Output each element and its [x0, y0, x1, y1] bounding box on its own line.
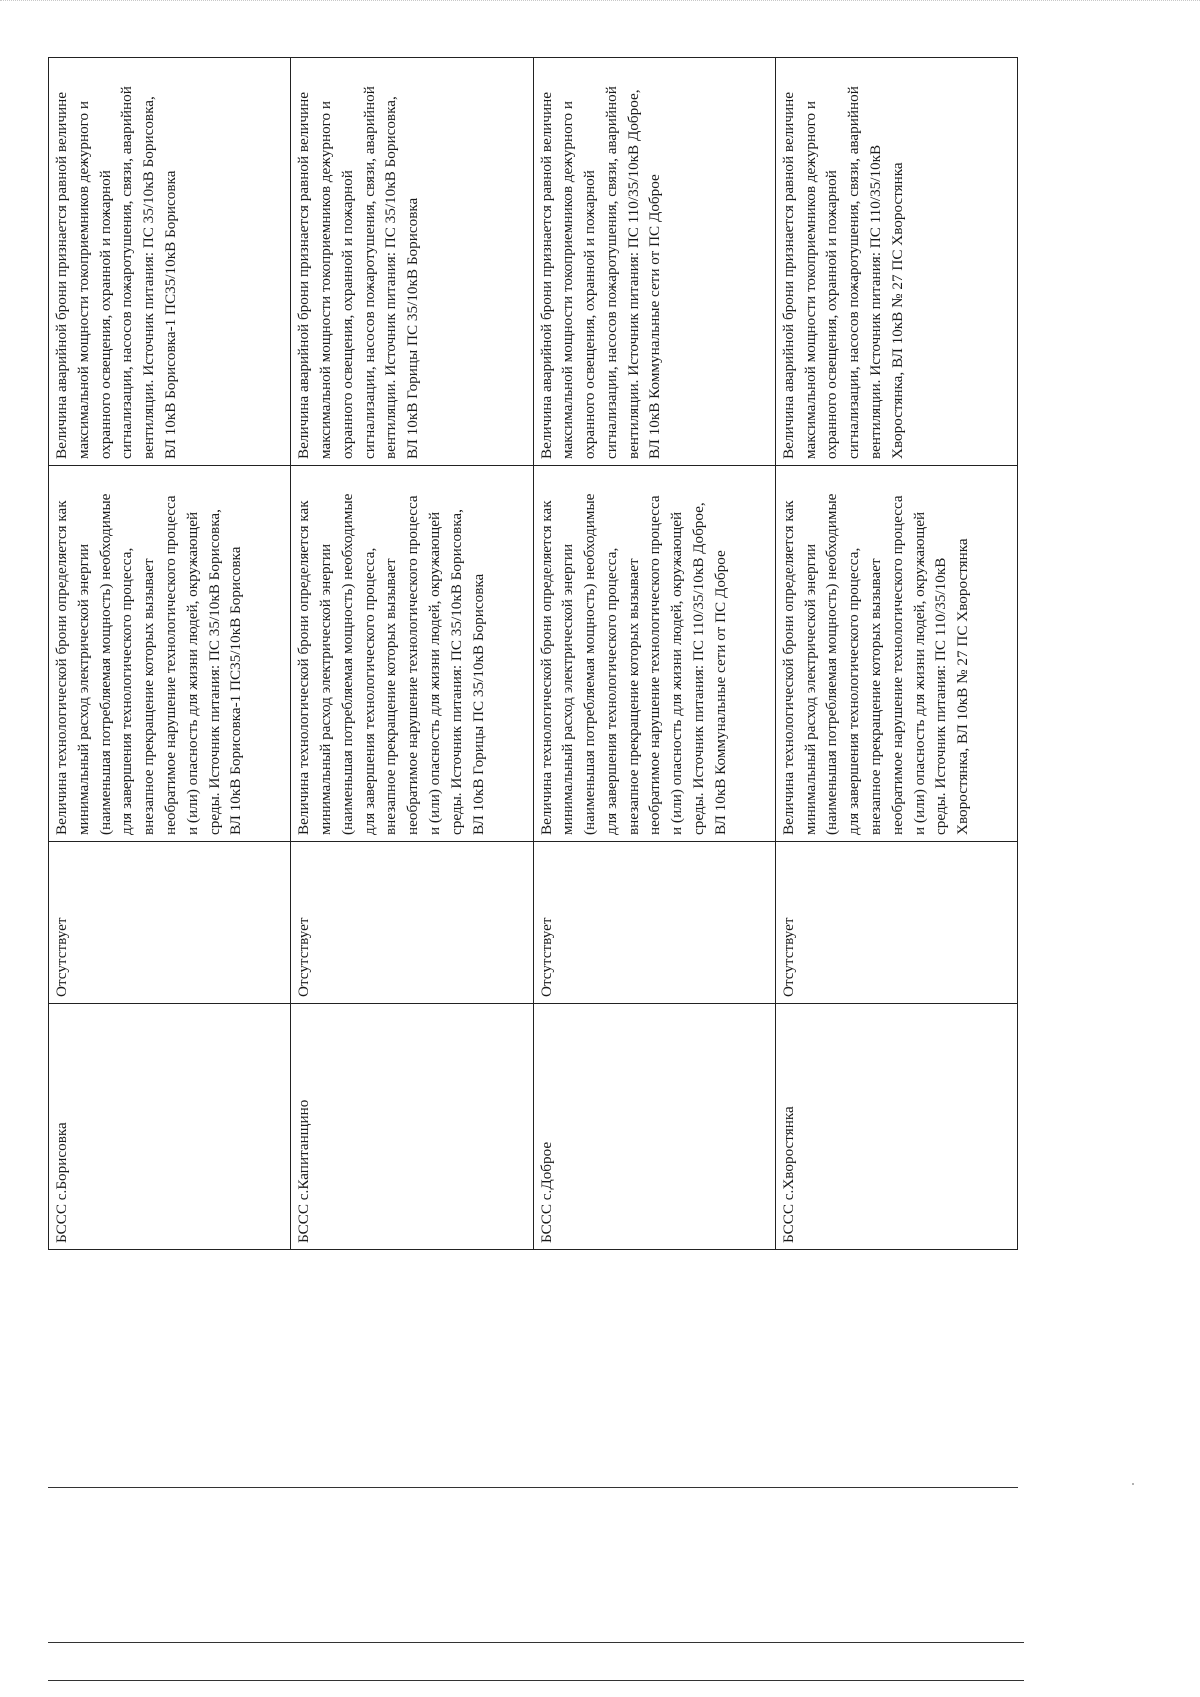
- status-cell: Отсутствует: [49, 842, 291, 1004]
- technological-reserve-cell: Величина технологической брони определяется как минимальный расход электрической энергии (наименьшая потребляемая мощность) необходимые для завершения технологического процесса, внезапное прекращение которых вызывает необратимое нарушение технологического процесса и (или) опасность для жизни людей, окружающей среды. Источник питания: ПС 110/35/10кВ Хворостянка, ВЛ 10кВ № 27 ПС Хворостянка: [775, 466, 1017, 842]
- technological-reserve-cell: Величина технологической брони определяется как минимальный расход электрической энергии (наименьшая потребляемая мощность) необходимые для завершения технологического процесса, внезапное прекращение которых вызывает необратимое нарушение технологического процесса и (или) опасность для жизни людей, окружающей среды. Источник питания: ПС 35/10кВ Борисовка, ВЛ 10кВ Борисовка-1 ПС35/10кВ Борисовка: [49, 466, 291, 842]
- table-row: [291, 58, 533, 1250]
- status-cell: Отсутствует: [291, 842, 533, 1004]
- emergency-reserve-cell: Величина аварийной брони признается равной величине максимальной мощности токоприемников дежурного и охранного освещения, охранной и пожарной сигнализации, насосов пожаротушения, связи, аварийной вентиляции. Источник питания: ПС 35/10кВ Борисовка, ВЛ 10кВ Борисовка-1 ПС35/10кВ Борисовка: [49, 58, 291, 466]
- horizontal-rule: [48, 1487, 1018, 1488]
- emergency-reserve-cell: Величина аварийной брони признается равной величине максимальной мощности токоприемников дежурного и охранного освещения, охранной и пожарной сигнализации, насосов пожаротушения, связи, аварийной вентиляции. Источник питания: ПС 110/35/10кВ Хворостянка, ВЛ 10кВ № 27 ПС Хворостянка: [775, 58, 1017, 466]
- object-name-cell: БССС с.Доброе: [533, 1004, 775, 1250]
- emergency-reserve-cell: Величина аварийной брони признается равной величине максимальной мощности токоприемников дежурного и охранного освещения, охранной и пожарной сигнализации, насосов пожаротушения, связи, аварийной вентиляции. Источник питания: ПС 35/10кВ Борисовка, ВЛ 10кВ Горицы ПС 35/10кВ Борисовка: [291, 58, 533, 466]
- table-row: [533, 58, 775, 1250]
- reservation-table: [48, 57, 1018, 1250]
- table-row: [775, 58, 1017, 1250]
- emergency-reserve-cell: Величина аварийной брони признается равной величине максимальной мощности токоприемников дежурного и охранного освещения, охранной и пожарной сигнализации, насосов пожаротушения, связи, аварийной вентиляции. Источник питания: ПС 110/35/10кВ Доброе, ВЛ 10кВ Коммунальные сети от ПС Доброе: [533, 58, 775, 466]
- rotated-table-container: [48, 58, 1018, 1250]
- table-row: [49, 58, 291, 1250]
- horizontal-rule: [48, 1680, 1024, 1681]
- horizontal-rule: [48, 1642, 1024, 1643]
- status-cell: Отсутствует: [775, 842, 1017, 1004]
- technological-reserve-cell: Величина технологической брони определяется как минимальный расход электрической энергии (наименьшая потребляемая мощность) необходимые для завершения технологического процесса, внезапное прекращение которых вызывает необратимое нарушение технологического процесса и (или) опасность для жизни людей, окружающей среды. Источник питания: ПС 35/10кВ Борисовка, ВЛ 10кВ Горицы ПС 35/10кВ Борисовка: [291, 466, 533, 842]
- status-cell: Отсутствует: [533, 842, 775, 1004]
- scan-dot: [1132, 1483, 1134, 1485]
- object-name-cell: БССС с.Борисовка: [49, 1004, 291, 1250]
- scan-top-edge: [0, 0, 1200, 14]
- object-name-cell: БССС с.Хворостянка: [775, 1004, 1017, 1250]
- technological-reserve-cell: Величина технологической брони определяется как минимальный расход электрической энергии (наименьшая потребляемая мощность) необходимые для завершения технологического процесса, внезапное прекращение которых вызывает необратимое нарушение технологического процесса и (или) опасность для жизни людей, окружающей среды. Источник питания: ПС 110/35/10кВ Доброе, ВЛ 10кВ Коммунальные сети от ПС Доброе: [533, 466, 775, 842]
- object-name-cell: БССС с.Капитанщино: [291, 1004, 533, 1250]
